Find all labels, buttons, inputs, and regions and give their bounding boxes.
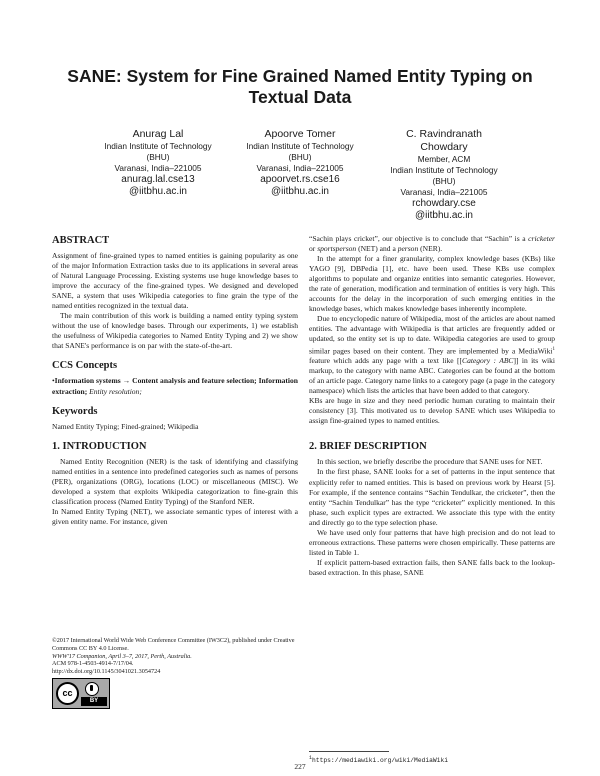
keywords-text: Named Entity Typing; Fined-grained; Wikipedia [52, 421, 199, 431]
right-column [309, 234, 555, 578]
footnote: $^1$https://mediawiki.org/wiki/MediaWiki [309, 755, 449, 765]
author-affiliation: (BHU) [432, 176, 456, 186]
author-address: Varanasi, India–221005 [256, 163, 344, 173]
ccs-bold-terms: Information systems → Content analysis and feature selection; Information extraction; [52, 376, 298, 396]
doi-line: http://dx.doi.org/10.1145/3041021.3054724 [52, 668, 161, 676]
footnote-rule [309, 751, 389, 752]
description-paragraph-3: We have used only four patterns that have high precision and do not lead to erroneous extractions. These patterns were chosen empirically. These patterns are listed in Table 1. [309, 527, 555, 557]
intro-paragraph-4: In the attempt for a finer granularity, complex knowledge bases (KBs) like YAGO [9], DBPedia [1], etc. have been used. These KBs use complex algorithms to populate and organize entities into semantic categories. However, the rate of generation, modification and termination of entities is very high. This accounts for the delay in the incorporation of such emerging entities in the knowledge bases, which makes knowledge bases inherently incomplete. [309, 254, 555, 314]
intro-paragraph-3: “Sachin plays cricket”, our objective is to conclude that “Sachin” is a cricketer or sportsperson (NET) and a person (NER). [309, 234, 555, 254]
keywords-heading: Keywords [52, 405, 98, 417]
author-affiliation: Indian Institute of Technology [104, 141, 212, 151]
description-paragraph-4: If explicit pattern-based extraction fails, then SANE falls back to the lookup-based extraction. In this phase, SANE [309, 557, 555, 577]
ccs-heading: CCS Concepts [52, 360, 118, 372]
author-affiliation: Indian Institute of Technology [390, 165, 498, 175]
author-email: anurag.lal.cse13 [121, 174, 195, 185]
author-role: Member, ACM [417, 154, 471, 164]
abstract-heading: ABSTRACT [52, 235, 110, 246]
person-icon [85, 682, 99, 696]
title-line-1: SANE: System for Fine Grained Named Entity Typing on [67, 66, 533, 86]
author-block-1 [78, 128, 238, 197]
author-address: Varanasi, India–221005 [114, 163, 202, 173]
author-block-2 [220, 128, 380, 197]
page-number: 227 [294, 762, 306, 771]
author-affiliation: (BHU) [146, 152, 170, 162]
author-name: C. Ravindranath [406, 128, 482, 140]
paper-title [40, 66, 560, 108]
intro-paragraph-6: KBs are huge in size and they need periodic human curating to maintain their consistency [3]. This motivated us to develop SANE which uses Wikipedia to assign fine-grained types to named entities. [309, 396, 555, 426]
ccs-bullet: • [52, 376, 55, 386]
footnote-url[interactable]: https://mediawiki.org/wiki/MediaWiki [312, 757, 449, 765]
intro-paragraph-5: Due to encyclopedic nature of Wikipedia, most of the articles are about named entities. The advantage with Wikipedia is that articles are frequently added or updated, so the entity set is up to date. Wikipedia categories are used to group similar pages based on their content. They are implemented by a MediaWiki$^1$ feature which adds any page with a text like [[Category : ABC]] in its wiki markup, to the category with name ABC. Categories can be found at the bottom of an article page. Category name links to a category page (a page in the category namespace) which lists the articles that have been added to that category. [309, 314, 556, 396]
author-email: rchowdary.cse [412, 198, 476, 209]
author-name: Anurag Lal [132, 128, 184, 140]
by-label: BY [81, 697, 107, 706]
author-email-domain: @iitbhu.ac.in [129, 185, 187, 197]
copyright-line: ©2017 International World Wide Web Conference Committee (IW3C2), published under Creative Commons CC BY 4.0 License. [52, 637, 295, 652]
author-affiliation: (BHU) [288, 152, 312, 162]
author-block-3 [364, 128, 524, 221]
author-affiliation: Indian Institute of Technology [246, 141, 354, 151]
description-paragraph-2: In the first phase, SANE looks for a set of patterns in the input sentence that explicitly refer to named entities. This is based on previous work by Hearst [5]. For example, if the sentence contains “Sachin Tendulkar, the cricketer”, then the entity “Sachin Tendulkar” has the type “cricketer” explicitly mentioned. In this phase, such explicit types are extracted. We associate this type with the entity and directly go to the type selection phase. [309, 467, 555, 527]
author-email-domain: @iitbhu.ac.in [271, 185, 329, 197]
brief-description-heading: 2. BRIEF DESCRIPTION [309, 441, 427, 453]
author-email: apoorvet.rs.cse16 [260, 174, 340, 185]
author-email-domain: @iitbhu.ac.in [415, 209, 473, 221]
intro-paragraph-1: Named Entity Recognition (NER) is the task of identifying and classifying named entities in a sentence into predefined categories such as names of persons (PER), organizations (ORG), locations (LOC) or miscellaneous (MISC). We developed a system that exploits Wikipedia categorization to fine-grain this classification process (Named Entity Typing) of the Stanford NER. [52, 456, 298, 506]
abstract-paragraph-1: Assignment of fine-grained types to named entities is gaining popularity as one of the major Information Extraction tasks due to its applications in several areas of Natural Language Processing. Existing systems use huge knowledge bases to improve the accuracy of the fine-grained types. We designed and developed SANE, a system that uses Wikipedia categories to fine grain the type of the named entities recognized in the textual data. [52, 251, 298, 311]
author-address: Varanasi, India–221005 [400, 187, 488, 197]
abstract-paragraph-2: The main contribution of this work is building a named entity typing system without the use of knowledge bases. Through our experiments, 1) we establish the usefulness of Wikipedia categories to Named Entity Typing and 2) we show that SANE's performance is on par with the state-of-the-art. [52, 311, 298, 351]
author-name-cont: Chowdary [420, 141, 468, 153]
cc-by-license-icon [52, 678, 110, 709]
isbn-line: ACM 978-1-4503-4914-7/17/04. [52, 660, 134, 668]
author-name: Apoorve Tomer [264, 128, 336, 140]
introduction-heading: 1. INTRODUCTION [52, 440, 147, 452]
ccs-concepts [52, 376, 298, 396]
description-paragraph-1: In this section, we briefly describe the procedure that SANE uses for NET. [317, 457, 543, 467]
copyright-notice [52, 637, 298, 676]
conference-line: WWW'17 Companion, April 3–7, 2017, Perth, Australia. [52, 652, 192, 660]
title-line-2: Textual Data [248, 87, 352, 107]
intro-paragraph-2: In Named Entity Typing (NET), we associate semantic types of interest with a given entity name. For instance, given [52, 506, 298, 526]
left-column [52, 234, 298, 527]
cc-icon: cc [56, 682, 79, 705]
ccs-italic-term: Entity resolution; [89, 386, 142, 396]
